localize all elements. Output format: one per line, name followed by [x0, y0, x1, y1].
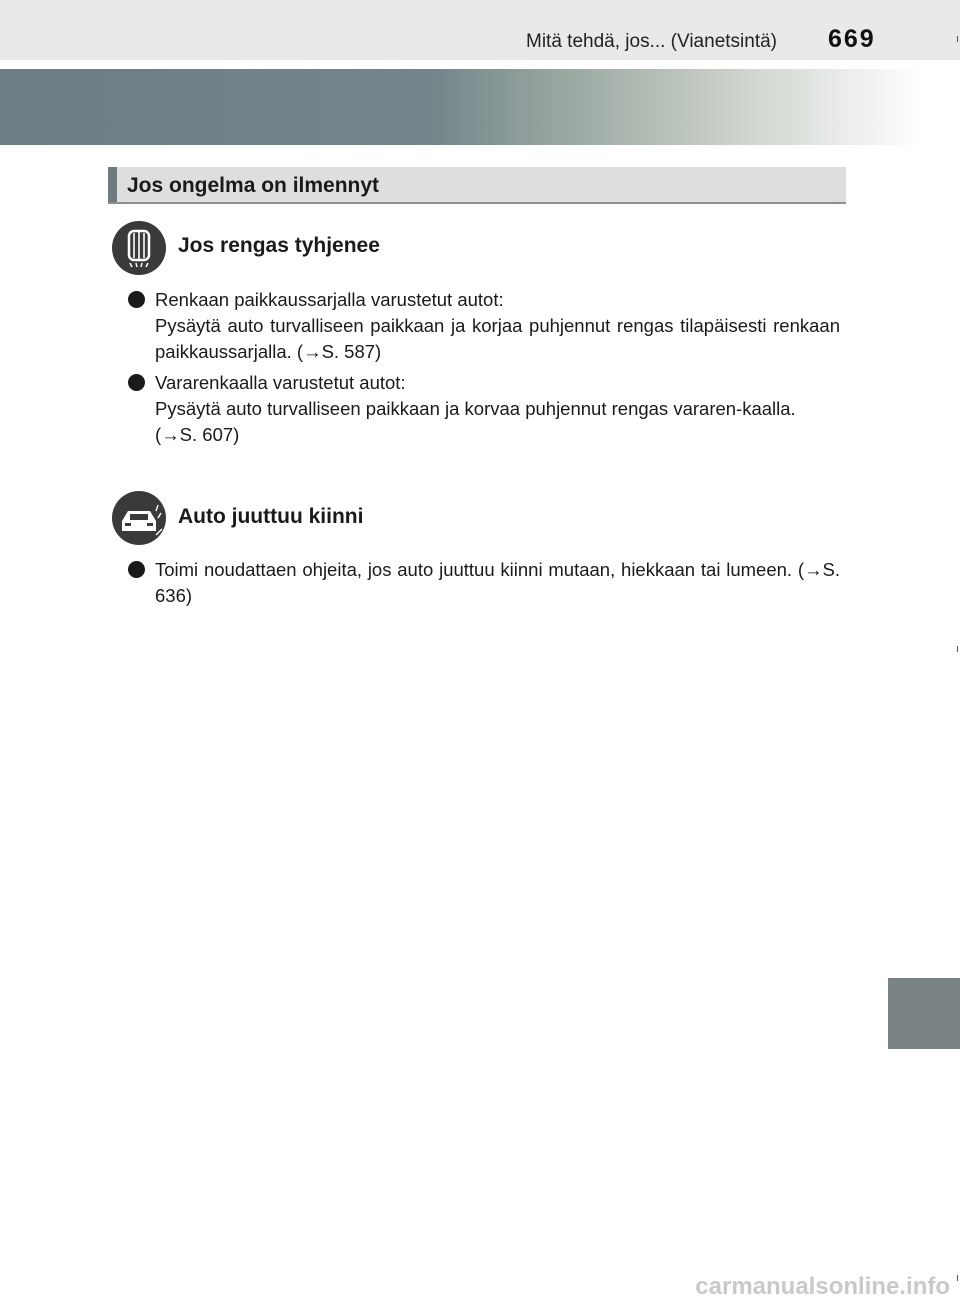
crop-mark — [957, 646, 958, 652]
bullet-line: Pysäytä auto turvalliseen paikkaan ja korvaa puhjennut rengas vararen-kaalla. — [155, 398, 796, 419]
list-item — [128, 370, 840, 448]
chapter-title: Mitä tehdä, jos... (Vianetsintä) — [526, 31, 777, 52]
watermark-text: carmanualsonline.info — [695, 1273, 950, 1300]
page-header-bar — [0, 0, 960, 60]
bullet-icon — [128, 561, 145, 578]
bullet-line: (→S. 607) — [155, 424, 240, 445]
car-stuck-icon — [112, 491, 166, 545]
subheading-car-stuck: Auto juuttuu kiinni — [178, 505, 364, 528]
bullet-icon — [128, 291, 145, 308]
decorative-gradient-band — [0, 69, 960, 145]
bullet-line: Renkaan paikkaussarjalla varustetut autot: — [155, 289, 504, 310]
crop-mark — [957, 36, 958, 42]
list-item — [128, 557, 840, 609]
subheading-flat-tire: Jos rengas tyhjenee — [178, 234, 380, 257]
chapter-side-tab — [888, 978, 960, 1049]
bullet-line: Pysäytä auto turvalliseen paikkaan ja korjaa puhjennut rengas tilapäisesti renkaan paikkaussarjalla. (→S. 587) — [155, 315, 840, 362]
bullet-icon — [128, 374, 145, 391]
section-title: Jos ongelma on ilmennyt — [127, 174, 380, 197]
page-number: 669 — [828, 25, 876, 53]
list-item — [128, 287, 840, 365]
crop-mark — [957, 1275, 958, 1281]
bullet-line: Vararenkaalla varustetut autot: — [155, 372, 406, 393]
bullet-line: Toimi noudattaen ohjeita, jos auto juuttuu kiinni mutaan, hiekkaan tai lumeen. (→S. 636) — [155, 559, 840, 606]
flat-tire-icon — [112, 221, 166, 275]
section-header — [108, 167, 846, 204]
